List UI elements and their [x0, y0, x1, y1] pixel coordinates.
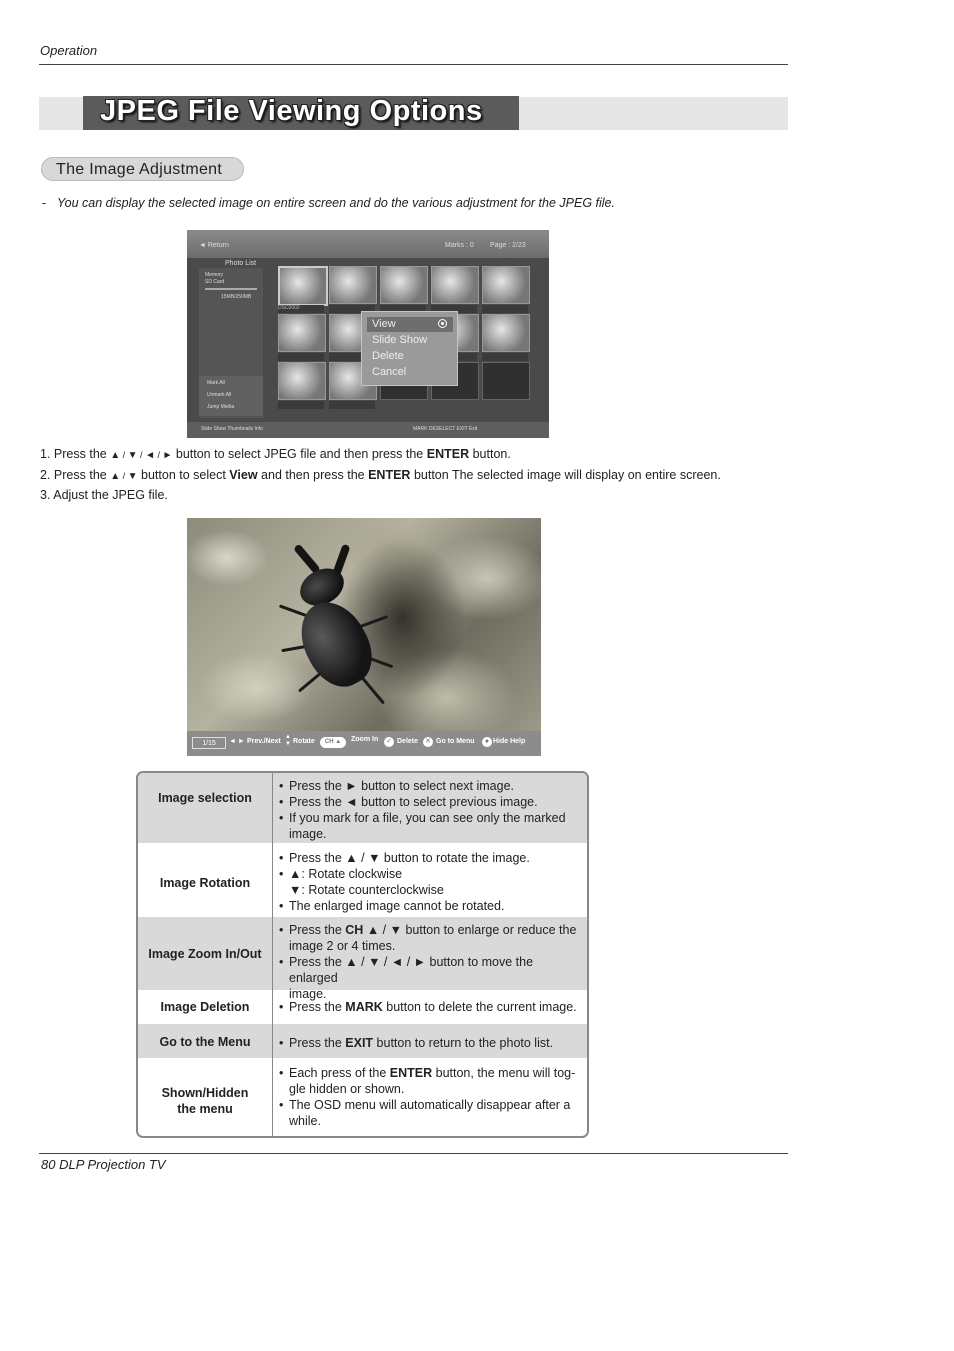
thumbnail-caption: [482, 353, 528, 361]
step-text: and then press the: [261, 468, 365, 482]
left-arrow-icon: ◄: [145, 450, 155, 461]
ch-label: CH: [324, 739, 334, 745]
return-label: ◄ Return: [199, 242, 229, 249]
step-text: button to select: [141, 468, 226, 482]
section-label: Operation: [40, 43, 98, 58]
photo-list-label: Photo List: [225, 260, 257, 267]
delete-label: Delete: [397, 738, 419, 745]
bullet-line: • Press the ◄ button to select previous image.: [279, 794, 583, 810]
up-arrow-icon: ▲: [110, 450, 121, 461]
zoom-label: Zoom In: [351, 736, 379, 743]
text-part: ▲ / ▼ button to enlarge or reduce the: [363, 923, 577, 937]
table-row: [138, 1024, 587, 1058]
view-label: View: [229, 468, 258, 482]
row-content: [279, 778, 583, 842]
card-label: SD Card: [205, 279, 225, 285]
step-text: button The selected image will display on entire screen.: [413, 468, 721, 482]
bottom-right-help: MARK DESELECT EXIT Exit: [413, 426, 478, 432]
continuation-line: gle hidden or shown.: [289, 1082, 405, 1096]
row-label-line: the menu: [177, 1102, 233, 1116]
table-row: [138, 843, 587, 917]
ch-button-icon: CH ▲: [320, 737, 346, 748]
thumbnail: [329, 266, 377, 304]
thumbnail-caption: [329, 401, 375, 409]
viewer-help-bar: [187, 731, 541, 756]
prev-next-label: Prev./Next: [247, 738, 281, 745]
step-number: 3.: [40, 488, 51, 502]
bullet-line: [279, 999, 583, 1015]
continuation-line: image 2 or 4 times.: [289, 939, 396, 953]
separator: /: [154, 450, 163, 460]
step-text: button to select JPEG file and then press the: [175, 447, 424, 461]
page-count: Page : 2/23: [490, 242, 526, 249]
step-number: 2.: [40, 468, 51, 482]
thumbnail: [431, 266, 479, 304]
step-text: Adjust the JPEG file.: [53, 488, 168, 502]
continuation-line: image.: [289, 827, 327, 841]
step-number: 1.: [40, 447, 51, 461]
text-part: Press the: [289, 923, 346, 937]
step-text: Press the: [53, 468, 107, 482]
table-row: [138, 990, 587, 1024]
thumbnail: [482, 266, 530, 304]
sidebar-options: [199, 376, 263, 416]
table-row: [138, 1058, 587, 1136]
enter-key: ENTER: [368, 468, 411, 482]
step-text: Press the: [53, 447, 107, 461]
mark-icon: ✓: [384, 737, 394, 747]
bullet-line: • Press the ▲ / ▼ button to rotate the image.: [279, 850, 583, 866]
enter-key: ENTER: [426, 447, 470, 461]
bullet-line: • The OSD menu will automatically disappear after a: [279, 1097, 583, 1113]
unmark-all-option: Unmark All: [207, 392, 232, 398]
ok-icon: [438, 319, 447, 328]
bullet-line: • ▲: Rotate clockwise: [279, 866, 583, 882]
row-content: [279, 850, 583, 914]
up-down-icon: ▲ ▼: [285, 734, 291, 747]
row-label: Image selection: [158, 791, 252, 805]
thumbnail-caption: [482, 305, 528, 313]
row-content: [279, 999, 583, 1015]
context-menu: [361, 311, 458, 386]
exit-icon: ✕: [423, 737, 433, 747]
step-3: [40, 488, 168, 502]
text-part: button, the menu will tog-: [432, 1066, 576, 1080]
bottom-left-help: Slide Show Thumbnails Info: [201, 426, 263, 432]
subsection-title: The Image Adjustment: [41, 157, 244, 181]
mark-key: MARK: [345, 1000, 383, 1014]
up-arrow-icon: ▲: [110, 471, 121, 482]
separator: /: [120, 471, 128, 481]
separator: /: [120, 450, 128, 460]
text-part: Press the: [289, 1000, 346, 1014]
continuation-line: while.: [289, 1114, 321, 1128]
row-label: Image Rotation: [159, 876, 251, 890]
continuation-line: ▼: Rotate counterclockwise: [289, 883, 444, 897]
prev-next-icon: ◄ ►: [229, 738, 245, 745]
footer-rule: [39, 1153, 788, 1154]
page-title: JPEG File Viewing Options: [100, 95, 483, 127]
column-divider: [272, 773, 273, 1136]
menu-item-view[interactable]: View: [372, 318, 396, 330]
bullet-line: • Press the ▲ / ▼ / ◄ / ► button to move the enlarged: [279, 954, 583, 986]
photo-list-topbar: [187, 230, 549, 258]
capacity-label: 15MB/250MB: [221, 294, 252, 300]
bullet-line: • If you mark for a file, you can see only the marked: [279, 810, 583, 826]
right-arrow-icon: ►: [162, 450, 173, 461]
row-label: Image Deletion: [160, 1000, 250, 1014]
continuation-line: image.: [289, 987, 327, 1001]
menu-item-cancel[interactable]: Cancel: [372, 366, 407, 378]
exit-key: EXIT: [345, 1036, 374, 1050]
page-indicator: 1/15: [192, 737, 226, 749]
down-arrow-icon: ▼: [127, 450, 138, 461]
table-row: [138, 917, 587, 1001]
row-content: [279, 1035, 583, 1051]
text-part: button to return to the photo list.: [373, 1036, 554, 1050]
step-text: button.: [472, 447, 511, 461]
hide-help-label: Hide Help: [493, 738, 526, 745]
step-1: [40, 447, 511, 461]
capacity-bar: [205, 288, 257, 290]
down-arrow-icon: ▼: [127, 471, 138, 482]
adjustment-table: [136, 771, 589, 1138]
row-label: [138, 1085, 272, 1117]
row-label-line: Shown/Hidden: [161, 1086, 249, 1100]
row-label: Image Zoom In/Out: [148, 947, 262, 961]
intro-dash: -: [42, 196, 47, 210]
row-label: Go to the Menu: [159, 1035, 251, 1049]
thumbnail-caption: [278, 305, 324, 313]
full-image-screenshot: [187, 518, 541, 756]
bullet-line: • Press the ► button to select next image.: [279, 778, 583, 794]
row-content: [279, 1065, 583, 1129]
table-row: [138, 773, 587, 843]
text-part: Press the: [289, 1036, 346, 1050]
mark-all-option: Mark All: [207, 380, 225, 386]
bullet-line: • The enlarged image cannot be rotated.: [279, 898, 583, 914]
marks-count: Marks : 0: [445, 242, 474, 249]
intro-body: You can display the selected image on entire screen and do the various adjustment for the JPEG file.: [57, 196, 615, 210]
thumbnail: [278, 266, 328, 306]
jump-media-option: Jump Media: [207, 404, 235, 410]
menu-item-slide-show[interactable]: Slide Show: [372, 334, 428, 346]
text-part: Each press of the: [289, 1066, 390, 1080]
thumbnail-filename: DSC0002: [278, 305, 300, 311]
photo-list-sidebar: [199, 268, 263, 418]
thumbnail: [278, 314, 326, 352]
ch-key: CH: [345, 923, 364, 937]
memory-label: Memory: [205, 272, 224, 278]
page-footer: 80 DLP Projection TV: [41, 1157, 166, 1172]
thumbnail-caption: [278, 401, 324, 409]
photo-list-bottombar: [187, 422, 549, 438]
bullet-line: [279, 1035, 583, 1051]
rotate-label: Rotate: [293, 738, 315, 745]
thumbnail-caption: [278, 353, 324, 361]
step-2: [40, 468, 721, 482]
text-part: button to delete the current image.: [382, 1000, 577, 1014]
thumbnail-empty: [482, 362, 530, 400]
enter-key: ENTER: [389, 1066, 433, 1080]
separator: /: [137, 450, 146, 460]
go-to-menu-label: Go to Menu: [436, 738, 475, 745]
header-rule: [39, 64, 788, 65]
bullet-line: [279, 1065, 583, 1081]
menu-item-delete[interactable]: Delete: [372, 350, 404, 362]
enter-icon: ●: [482, 737, 492, 747]
thumbnail: [380, 266, 428, 304]
bullet-line: [279, 922, 583, 938]
thumbnail: [482, 314, 530, 352]
thumbnail: [278, 362, 326, 400]
intro-text: [42, 196, 615, 210]
